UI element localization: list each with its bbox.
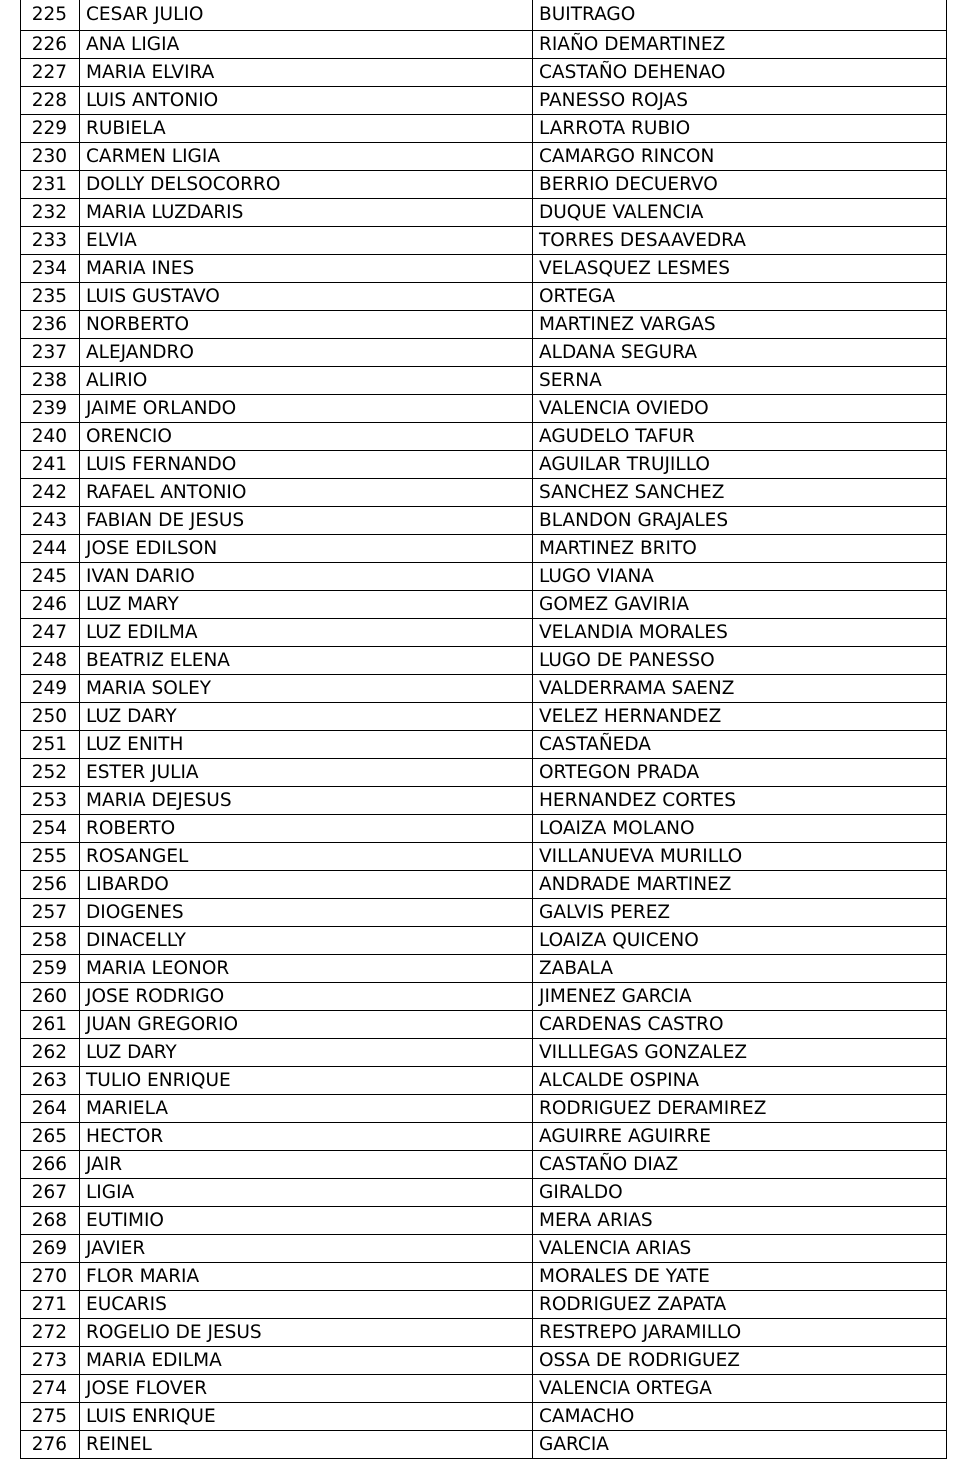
table-row — [21, 787, 947, 815]
first-name-cell: JOSE RODRIGO — [80, 983, 533, 1011]
last-name-cell: RIAÑO DEMARTINEZ — [533, 31, 947, 59]
row-number: 238 — [21, 367, 80, 395]
first-name-cell: CARMEN LIGIA — [80, 143, 533, 171]
first-name-cell: ELVIA — [80, 227, 533, 255]
last-name-cell: AGUIRRE AGUIRRE — [533, 1123, 947, 1151]
table-row — [21, 115, 947, 143]
table-row — [21, 955, 947, 983]
last-name-cell: MORALES DE YATE — [533, 1263, 947, 1291]
table-row — [21, 1123, 947, 1151]
row-number: 250 — [21, 703, 80, 731]
row-number: 232 — [21, 199, 80, 227]
row-number: 254 — [21, 815, 80, 843]
table-row — [21, 535, 947, 563]
first-name-cell: JAIME ORLANDO — [80, 395, 533, 423]
last-name-cell: AGUILAR TRUJILLO — [533, 451, 947, 479]
row-number: 261 — [21, 1011, 80, 1039]
table-row — [21, 171, 947, 199]
first-name-cell: MARIA EDILMA — [80, 1347, 533, 1375]
last-name-cell: BLANDON GRAJALES — [533, 507, 947, 535]
table-row — [21, 1207, 947, 1235]
table-row — [21, 59, 947, 87]
table-row — [21, 479, 947, 507]
last-name-cell: GOMEZ GAVIRIA — [533, 591, 947, 619]
last-name-cell: HERNANDEZ CORTES — [533, 787, 947, 815]
last-name-cell: CASTAÑEDA — [533, 731, 947, 759]
last-name-cell: VELANDIA MORALES — [533, 619, 947, 647]
last-name-cell: LUGO DE PANESSO — [533, 647, 947, 675]
last-name-cell: GALVIS PEREZ — [533, 899, 947, 927]
row-number: 249 — [21, 675, 80, 703]
first-name-cell: FLOR MARIA — [80, 1263, 533, 1291]
row-number: 228 — [21, 87, 80, 115]
first-name-cell: NORBERTO — [80, 311, 533, 339]
first-name-cell: JAVIER — [80, 1235, 533, 1263]
row-number: 260 — [21, 983, 80, 1011]
table-row — [21, 619, 947, 647]
last-name-cell: VALENCIA ARIAS — [533, 1235, 947, 1263]
row-number: 267 — [21, 1179, 80, 1207]
row-number: 243 — [21, 507, 80, 535]
first-name-cell: MARIELA — [80, 1095, 533, 1123]
table-row — [21, 1011, 947, 1039]
row-number: 242 — [21, 479, 80, 507]
first-name-cell: LUZ MARY — [80, 591, 533, 619]
last-name-cell: RESTREPO JARAMILLO — [533, 1319, 947, 1347]
first-name-cell: EUTIMIO — [80, 1207, 533, 1235]
first-name-cell: BEATRIZ ELENA — [80, 647, 533, 675]
row-number: 268 — [21, 1207, 80, 1235]
first-name-cell: LUIS ANTONIO — [80, 87, 533, 115]
table-row — [21, 31, 947, 59]
first-name-cell: ROBERTO — [80, 815, 533, 843]
last-name-cell: ANDRADE MARTINEZ — [533, 871, 947, 899]
row-number: 270 — [21, 1263, 80, 1291]
row-number: 251 — [21, 731, 80, 759]
table-row — [21, 675, 947, 703]
table-row — [21, 983, 947, 1011]
row-number: 276 — [21, 1431, 80, 1459]
table-row — [21, 1095, 947, 1123]
document-page — [20, 0, 946, 1459]
last-name-cell: RODRIGUEZ DERAMIREZ — [533, 1095, 947, 1123]
first-name-cell: HECTOR — [80, 1123, 533, 1151]
first-name-cell: LIGIA — [80, 1179, 533, 1207]
last-name-cell: CAMARGO RINCON — [533, 143, 947, 171]
row-number: 262 — [21, 1039, 80, 1067]
first-name-cell: ALEJANDRO — [80, 339, 533, 367]
first-name-cell: DINACELLY — [80, 927, 533, 955]
first-name-cell: LUIS GUSTAVO — [80, 283, 533, 311]
last-name-cell: LOAIZA MOLANO — [533, 815, 947, 843]
row-number: 227 — [21, 59, 80, 87]
last-name-cell: SERNA — [533, 367, 947, 395]
row-number: 271 — [21, 1291, 80, 1319]
last-name-cell: LUGO VIANA — [533, 563, 947, 591]
last-name-cell: ORTEGON PRADA — [533, 759, 947, 787]
last-name-cell: GIRALDO — [533, 1179, 947, 1207]
row-number: 252 — [21, 759, 80, 787]
row-number: 247 — [21, 619, 80, 647]
last-name-cell: PANESSO ROJAS — [533, 87, 947, 115]
row-number: 225 — [21, 0, 80, 31]
table-row — [21, 143, 947, 171]
first-name-cell: MARIA INES — [80, 255, 533, 283]
row-number: 241 — [21, 451, 80, 479]
row-number: 253 — [21, 787, 80, 815]
first-name-cell: IVAN DARIO — [80, 563, 533, 591]
table-row — [21, 311, 947, 339]
row-number: 245 — [21, 563, 80, 591]
first-name-cell: LIBARDO — [80, 871, 533, 899]
last-name-cell: LOAIZA QUICENO — [533, 927, 947, 955]
first-name-cell: FABIAN DE JESUS — [80, 507, 533, 535]
last-name-cell: AGUDELO TAFUR — [533, 423, 947, 451]
row-number: 239 — [21, 395, 80, 423]
table-row — [21, 1263, 947, 1291]
first-name-cell: LUZ DARY — [80, 703, 533, 731]
first-name-cell: MARIA SOLEY — [80, 675, 533, 703]
row-number: 258 — [21, 927, 80, 955]
last-name-cell: CASTAÑO DIAZ — [533, 1151, 947, 1179]
table-row — [21, 899, 947, 927]
names-table — [20, 0, 947, 1459]
table-row — [21, 1319, 947, 1347]
names-table-body — [21, 0, 947, 1459]
first-name-cell: LUZ ENITH — [80, 731, 533, 759]
first-name-cell: LUZ DARY — [80, 1039, 533, 1067]
first-name-cell: JOSE EDILSON — [80, 535, 533, 563]
first-name-cell: MARIA LUZDARIS — [80, 199, 533, 227]
row-number: 229 — [21, 115, 80, 143]
row-number: 240 — [21, 423, 80, 451]
row-number: 265 — [21, 1123, 80, 1151]
table-row — [21, 731, 947, 759]
table-row — [21, 1235, 947, 1263]
last-name-cell: VELASQUEZ LESMES — [533, 255, 947, 283]
first-name-cell: DIOGENES — [80, 899, 533, 927]
table-row — [21, 563, 947, 591]
table-row — [21, 1151, 947, 1179]
table-row — [21, 367, 947, 395]
last-name-cell: OSSA DE RODRIGUEZ — [533, 1347, 947, 1375]
table-row — [21, 843, 947, 871]
table-row — [21, 339, 947, 367]
row-number: 226 — [21, 31, 80, 59]
last-name-cell: CAMACHO — [533, 1403, 947, 1431]
last-name-cell: RODRIGUEZ ZAPATA — [533, 1291, 947, 1319]
table-row — [21, 1039, 947, 1067]
table-row — [21, 0, 947, 31]
table-row — [21, 759, 947, 787]
last-name-cell: JIMENEZ GARCIA — [533, 983, 947, 1011]
row-number: 264 — [21, 1095, 80, 1123]
table-row — [21, 1347, 947, 1375]
row-number: 244 — [21, 535, 80, 563]
last-name-cell: MARTINEZ BRITO — [533, 535, 947, 563]
first-name-cell: LUIS ENRIQUE — [80, 1403, 533, 1431]
first-name-cell: LUIS FERNANDO — [80, 451, 533, 479]
table-row — [21, 1403, 947, 1431]
first-name-cell: MARIA LEONOR — [80, 955, 533, 983]
row-number: 263 — [21, 1067, 80, 1095]
last-name-cell: ORTEGA — [533, 283, 947, 311]
row-number: 230 — [21, 143, 80, 171]
row-number: 269 — [21, 1235, 80, 1263]
row-number: 256 — [21, 871, 80, 899]
row-number: 273 — [21, 1347, 80, 1375]
row-number: 275 — [21, 1403, 80, 1431]
table-row — [21, 199, 947, 227]
row-number: 233 — [21, 227, 80, 255]
last-name-cell: VILLANUEVA MURILLO — [533, 843, 947, 871]
first-name-cell: RUBIELA — [80, 115, 533, 143]
last-name-cell: MERA ARIAS — [533, 1207, 947, 1235]
table-row — [21, 283, 947, 311]
row-number: 257 — [21, 899, 80, 927]
table-row — [21, 87, 947, 115]
table-row — [21, 227, 947, 255]
last-name-cell: CASTAÑO DEHENAO — [533, 59, 947, 87]
last-name-cell: VALENCIA ORTEGA — [533, 1375, 947, 1403]
last-name-cell: CARDENAS CASTRO — [533, 1011, 947, 1039]
last-name-cell: ALCALDE OSPINA — [533, 1067, 947, 1095]
row-number: 231 — [21, 171, 80, 199]
table-row — [21, 927, 947, 955]
first-name-cell: ESTER JULIA — [80, 759, 533, 787]
row-number: 234 — [21, 255, 80, 283]
last-name-cell: VILLLEGAS GONZALEZ — [533, 1039, 947, 1067]
table-row — [21, 507, 947, 535]
table-row — [21, 1291, 947, 1319]
last-name-cell: VALDERRAMA SAENZ — [533, 675, 947, 703]
first-name-cell: MARIA ELVIRA — [80, 59, 533, 87]
table-row — [21, 591, 947, 619]
last-name-cell: GARCIA — [533, 1431, 947, 1459]
table-row — [21, 1375, 947, 1403]
last-name-cell: VELEZ HERNANDEZ — [533, 703, 947, 731]
last-name-cell: ZABALA — [533, 955, 947, 983]
first-name-cell: LUZ EDILMA — [80, 619, 533, 647]
table-row — [21, 647, 947, 675]
first-name-cell: MARIA DEJESUS — [80, 787, 533, 815]
first-name-cell: ORENCIO — [80, 423, 533, 451]
first-name-cell: JOSE FLOVER — [80, 1375, 533, 1403]
table-row — [21, 255, 947, 283]
first-name-cell: ANA LIGIA — [80, 31, 533, 59]
first-name-cell: REINEL — [80, 1431, 533, 1459]
first-name-cell: ROGELIO DE JESUS — [80, 1319, 533, 1347]
table-row — [21, 1431, 947, 1459]
row-number: 248 — [21, 647, 80, 675]
table-row — [21, 451, 947, 479]
row-number: 236 — [21, 311, 80, 339]
table-row — [21, 423, 947, 451]
last-name-cell: VALENCIA OVIEDO — [533, 395, 947, 423]
row-number: 246 — [21, 591, 80, 619]
last-name-cell: TORRES DESAAVEDRA — [533, 227, 947, 255]
last-name-cell: SANCHEZ SANCHEZ — [533, 479, 947, 507]
first-name-cell: RAFAEL ANTONIO — [80, 479, 533, 507]
table-row — [21, 703, 947, 731]
first-name-cell: JAIR — [80, 1151, 533, 1179]
row-number: 235 — [21, 283, 80, 311]
row-number: 237 — [21, 339, 80, 367]
first-name-cell: EUCARIS — [80, 1291, 533, 1319]
table-row — [21, 815, 947, 843]
row-number: 255 — [21, 843, 80, 871]
row-number: 266 — [21, 1151, 80, 1179]
table-row — [21, 395, 947, 423]
first-name-cell: ROSANGEL — [80, 843, 533, 871]
first-name-cell: DOLLY DELSOCORRO — [80, 171, 533, 199]
last-name-cell: DUQUE VALENCIA — [533, 199, 947, 227]
last-name-cell: BERRIO DECUERVO — [533, 171, 947, 199]
first-name-cell: ALIRIO — [80, 367, 533, 395]
table-row — [21, 1179, 947, 1207]
last-name-cell: BUITRAGO — [533, 0, 947, 31]
row-number: 259 — [21, 955, 80, 983]
last-name-cell: LARROTA RUBIO — [533, 115, 947, 143]
first-name-cell: CESAR JULIO — [80, 0, 533, 31]
table-row — [21, 1067, 947, 1095]
first-name-cell: JUAN GREGORIO — [80, 1011, 533, 1039]
last-name-cell: ALDANA SEGURA — [533, 339, 947, 367]
first-name-cell: TULIO ENRIQUE — [80, 1067, 533, 1095]
table-row — [21, 871, 947, 899]
last-name-cell: MARTINEZ VARGAS — [533, 311, 947, 339]
row-number: 274 — [21, 1375, 80, 1403]
row-number: 272 — [21, 1319, 80, 1347]
